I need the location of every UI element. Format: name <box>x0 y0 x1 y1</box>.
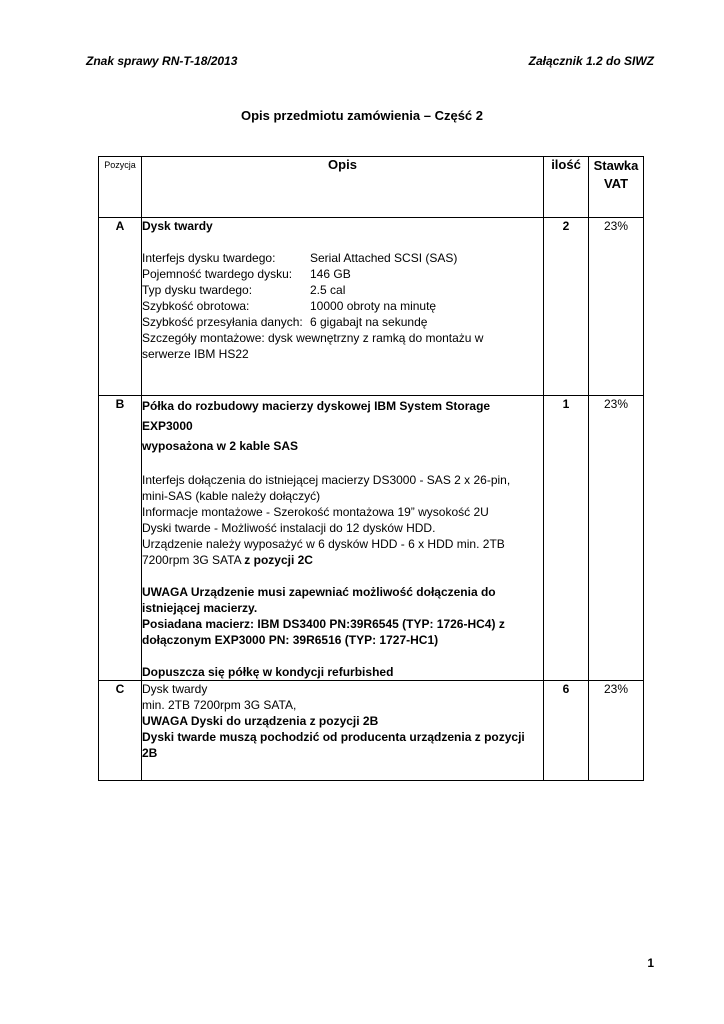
desc-line: Interfejs dołączenia do istniejącej macierzy DS3000 - SAS 2 x 26-pin, <box>142 473 511 487</box>
spec-row: Szybkość przesyłania danych: 6 gigabajt na sekundę <box>142 315 428 329</box>
order-table <box>98 156 644 781</box>
quantity-cell: 2 <box>544 218 589 396</box>
vat-cell: 23% <box>589 396 644 681</box>
position-cell: C <box>99 681 142 781</box>
quantity-cell: 1 <box>544 396 589 681</box>
case-number: Znak sprawy RN-T-18/2013 <box>86 54 238 68</box>
warning-line: istniejącej macierzy. <box>142 601 258 615</box>
desc-line: Informacje montażowe - Szerokość montażowa 19” wysokość 2U <box>142 505 489 519</box>
warning-line: Posiadana macierz: IBM DS3400 PN:39R6545 (TYP: 1726-HC4) z <box>142 617 505 631</box>
position-cell: B <box>99 396 142 681</box>
header-vat <box>589 157 644 218</box>
refurbished-note: Dopuszcza się półkę w kondycji refurbished <box>142 665 394 679</box>
header-pozycja: Pozycja <box>99 157 142 218</box>
description-cell <box>142 681 544 781</box>
quantity-cell: 6 <box>544 681 589 781</box>
mount-details: Szczegóły montażowe: dysk wewnętrzny z ramką do montażu w <box>142 331 484 345</box>
desc-line: mini-SAS (kable należy dołączyć) <box>142 489 321 503</box>
vat-cell: 23% <box>589 218 644 396</box>
table-row-c <box>99 681 644 781</box>
desc-line: Dyski twarde - Możliwość instalacji do 12 dysków HDD. <box>142 521 436 535</box>
table-row-b <box>99 396 644 681</box>
spec-row: Szybkość obrotowa: 10000 obroty na minutę <box>142 299 437 313</box>
desc-line: Dysk twardy <box>142 682 208 696</box>
header-opis: Opis <box>142 157 544 218</box>
desc-line: min. 2TB 7200rpm 3G SATA, <box>142 698 297 712</box>
item-title: Dysk twardy <box>142 219 213 233</box>
attachment-label: Załącznik 1.2 do SIWZ <box>528 54 654 68</box>
mount-details-cont: serwerze IBM HS22 <box>142 347 249 361</box>
warning-line: dołączonym EXP3000 PN: 39R6516 (TYP: 1727-HC1) <box>142 633 439 647</box>
header-vat-line1: Stawka <box>593 158 639 173</box>
page-title: Opis przedmiotu zamówienia – Część 2 <box>240 108 483 123</box>
vat-cell: 23% <box>589 681 644 781</box>
spec-row: Pojemność twardego dysku: 146 GB <box>142 267 351 281</box>
header-ilosc: ilość <box>544 157 589 218</box>
table-row-a <box>99 218 644 396</box>
desc-line-last: 7200rpm 3G SATA z pozycji 2C <box>142 553 313 567</box>
warning-line: UWAGA Urządzenie musi zapewniać możliwość dołączenia do <box>142 585 496 599</box>
spec-row: Interfejs dysku twardego: Serial Attached SCSI (SAS) <box>142 251 458 265</box>
warning-line: Dyski twarde muszą pochodzić od producenta urządzenia z pozycji 2B <box>142 730 525 760</box>
warning-line: UWAGA Dyski do urządzenia z pozycji 2B <box>142 714 379 728</box>
description-cell <box>142 218 544 396</box>
description-cell <box>142 396 544 681</box>
header-vat-line2: VAT <box>603 176 629 191</box>
page-number: 1 <box>647 956 654 970</box>
position-cell: A <box>99 218 142 396</box>
item-title-cont: wyposażona w 2 kable SAS <box>142 439 299 453</box>
item-title: Półka do rozbudowy macierzy dyskowej IBM System Storage EXP3000 <box>142 399 491 433</box>
spec-row: Typ dysku twardego: 2.5 cal <box>142 283 346 297</box>
table-header-row <box>99 157 644 218</box>
desc-line: Urządzenie należy wyposażyć w 6 dysków HDD - 6 x HDD min. 2TB <box>142 537 505 551</box>
